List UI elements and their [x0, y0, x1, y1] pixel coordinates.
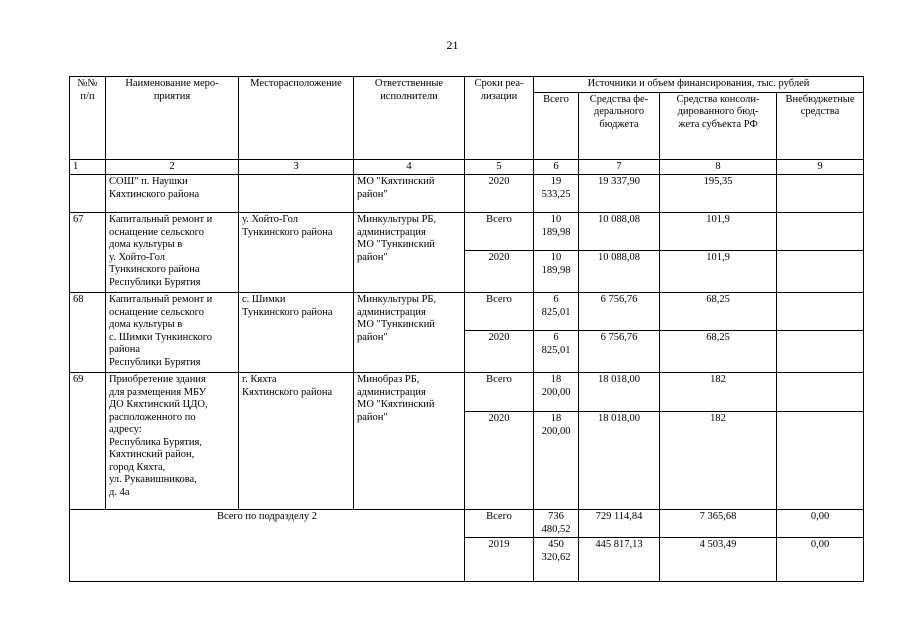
cell-federal: 18 018,00: [579, 412, 660, 510]
cell-regional: 68,25: [660, 293, 777, 331]
header-offbudget: Внебюджетные средства: [777, 92, 864, 159]
cell-period: 2020: [465, 251, 534, 293]
subtotal-label: Всего по подразделу 2: [70, 510, 465, 582]
cell-federal: 19 337,90: [579, 175, 660, 213]
cell-period: 2020: [465, 331, 534, 373]
cell-total: 6 825,01: [534, 331, 579, 373]
cell-total: 10 189,98: [534, 213, 579, 251]
cell-name: Капитальный ремонт и оснащение сельского дома культуры в у. Хойто-Гол Тункинского района Республики Бурятия: [106, 213, 239, 293]
cell-total: 18 200,00: [534, 373, 579, 412]
cell-regional: 182: [660, 412, 777, 510]
cell-num: 67: [70, 213, 106, 293]
cell-period: 2019: [465, 538, 534, 582]
cell-period: Всего: [465, 293, 534, 331]
cell-name: Капитальный ремонт и оснащение сельского дома культуры в с. Шимки Тункинского района Республики Бурятия: [106, 293, 239, 373]
cell-offbudget: 0,00: [777, 510, 864, 538]
cell-regional: 195,35: [660, 175, 777, 213]
cell-regional: 182: [660, 373, 777, 412]
col-number: 3: [239, 159, 354, 175]
header-location: Месторасположение: [239, 77, 354, 160]
cell-regional: 101,9: [660, 213, 777, 251]
cell-total: 450 320,62: [534, 538, 579, 582]
cell-federal: 10 088,08: [579, 213, 660, 251]
cell-total: 18 200,00: [534, 412, 579, 510]
cell-name: СОШ" п. Наушки Кяхтинского района: [106, 175, 239, 213]
cell-total: 736 480,52: [534, 510, 579, 538]
header-executors: Ответственные исполнители: [354, 77, 465, 160]
cell-period: 2020: [465, 412, 534, 510]
cell-period: Всего: [465, 213, 534, 251]
table-row: [70, 213, 864, 251]
table-row: [70, 293, 864, 331]
cell-regional: 4 503,49: [660, 538, 777, 582]
cell-offbudget: [777, 331, 864, 373]
cell-offbudget: [777, 213, 864, 251]
header-sources: Источники и объем финансирования, тыс. рублей: [534, 77, 864, 93]
cell-offbudget: [777, 175, 864, 213]
col-number: 4: [354, 159, 465, 175]
cell-total: 10 189,98: [534, 251, 579, 293]
subtotal-row: [70, 510, 864, 538]
cell-period: Всего: [465, 510, 534, 538]
col-number: 6: [534, 159, 579, 175]
cell-location: г. Кяхта Кяхтинского района: [239, 373, 354, 510]
col-number: 1: [70, 159, 106, 175]
cell-regional: 68,25: [660, 331, 777, 373]
cell-location: у. Хойто-Гол Тункинского района: [239, 213, 354, 293]
cell-federal: 6 756,76: [579, 293, 660, 331]
col-number: 7: [579, 159, 660, 175]
header-total: Всего: [534, 92, 579, 159]
col-number: 2: [106, 159, 239, 175]
header-num: №№ п/п: [70, 77, 106, 160]
cell-executor: Минобраз РБ, администрация МО "Кяхтинский район": [354, 373, 465, 510]
cell-regional: 7 365,68: [660, 510, 777, 538]
cell-federal: 445 817,13: [579, 538, 660, 582]
page-number: 21: [446, 38, 459, 52]
cell-name: Приобретение здания для размещения МБУ ДО Кяхтинский ЦДО, расположенного по адресу: Республика Бурятия, Кяхтинский район, город Кяхта, ул. Рукавишникова, д. 4а: [106, 373, 239, 510]
table-row: [70, 175, 864, 213]
header-federal: Средства фе- дерального бюджета: [579, 92, 660, 159]
header-name: Наименование меро- приятия: [106, 77, 239, 160]
table-row: [70, 373, 864, 412]
cell-total: 19 533,25: [534, 175, 579, 213]
cell-executor: Минкультуры РБ, администрация МО "Тункинский район": [354, 213, 465, 293]
cell-total: 6 825,01: [534, 293, 579, 331]
cell-executor: Минкультуры РБ, администрация МО "Тункинский район": [354, 293, 465, 373]
header-regional: Средства консоли- дированного бюд- жета субъекта РФ: [660, 92, 777, 159]
cell-federal: 18 018,00: [579, 373, 660, 412]
cell-regional: 101,9: [660, 251, 777, 293]
col-number: 9: [777, 159, 864, 175]
cell-federal: 10 088,08: [579, 251, 660, 293]
col-number: 8: [660, 159, 777, 175]
financing-table: [69, 76, 864, 582]
cell-offbudget: [777, 293, 864, 331]
cell-offbudget: [777, 412, 864, 510]
header-period: Сроки реа- лизации: [465, 77, 534, 160]
cell-num: 69: [70, 373, 106, 510]
cell-period: Всего: [465, 373, 534, 412]
cell-offbudget: 0,00: [777, 538, 864, 582]
cell-num: 68: [70, 293, 106, 373]
cell-period: 2020: [465, 175, 534, 213]
cell-offbudget: [777, 251, 864, 293]
cell-executor: МО "Кяхтинский район": [354, 175, 465, 213]
cell-location: с. Шимки Тункинского района: [239, 293, 354, 373]
cell-federal: 6 756,76: [579, 331, 660, 373]
cell-federal: 729 114,84: [579, 510, 660, 538]
cell-offbudget: [777, 373, 864, 412]
col-number: 5: [465, 159, 534, 175]
